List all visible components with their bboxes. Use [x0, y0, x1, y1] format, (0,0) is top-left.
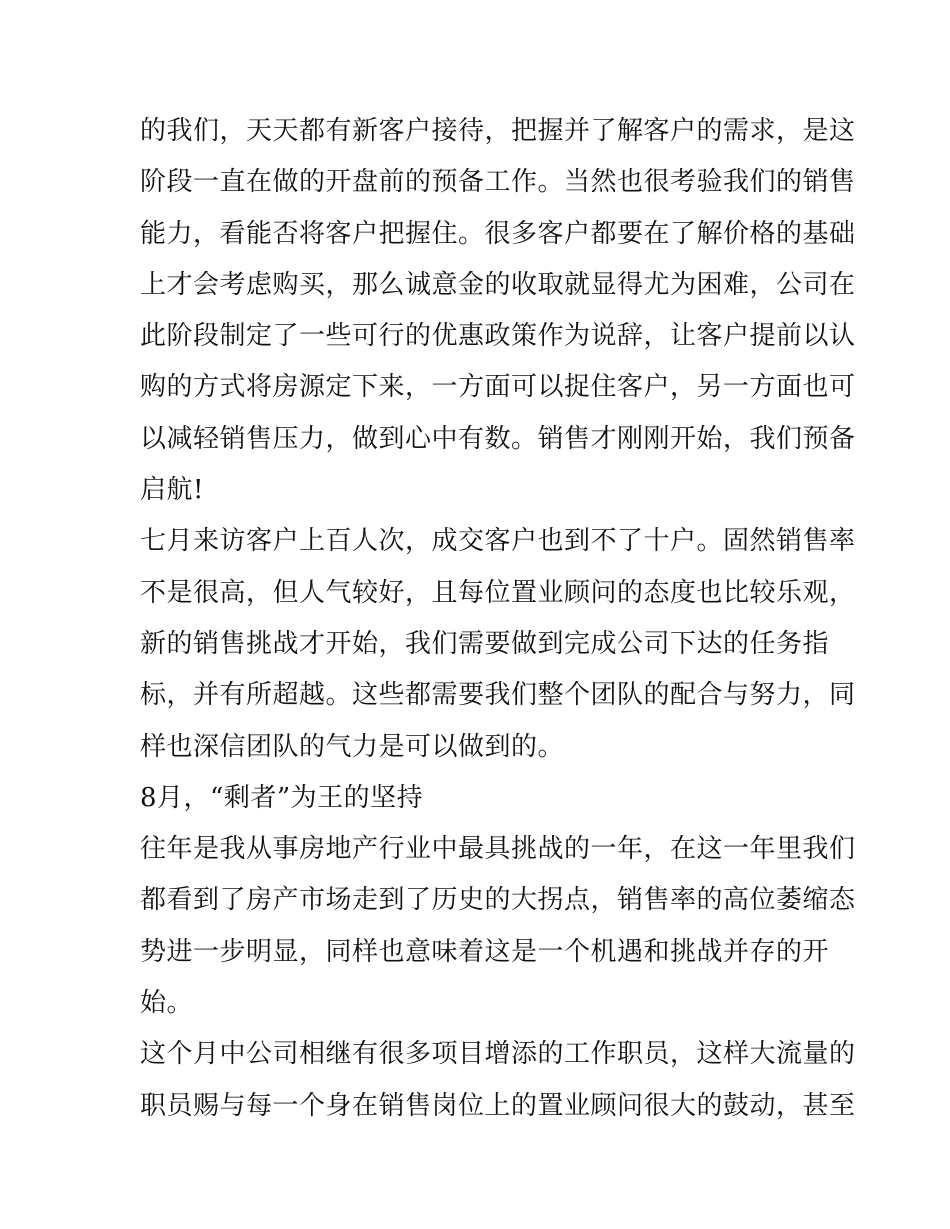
text-line: 此阶段制定了一些可行的优惠政策作为说辞，让客户提前以认 — [140, 321, 856, 352]
text-line: 往年是我从事房地产行业中最具挑战的一年，在这一年里我们 — [140, 834, 856, 865]
text-line: 都看到了房产市场走到了历史的大拐点，销售率的高位萎缩态 — [140, 885, 856, 916]
text-line: 始。 — [140, 988, 194, 1019]
text-line: 以减轻销售压力，做到心中有数。销售才刚刚开始，我们预备 — [140, 423, 856, 454]
text-line: 启航! — [140, 475, 204, 506]
text-line: 购的方式将房源定下来，一方面可以捉住客户，另一方面也可 — [140, 372, 856, 403]
document-body — [140, 106, 856, 1132]
text-line: 这个月中公司相继有很多项目增添的工作职员，这样大流量的 — [140, 1039, 856, 1070]
text-line: 七月来访客户上百人次，成交客户也到不了十户。固然销售率 — [140, 526, 856, 557]
text-line: 不是很高，但人气较好，且每位置业顾问的态度也比较乐观， — [140, 577, 856, 608]
text-line: 阶段一直在做的开盘前的预备工作。当然也很考验我们的销售 — [140, 167, 856, 198]
text-line: 的我们，天天都有新客户接待，把握并了解客户的需求，是这 — [140, 116, 856, 146]
section-heading: 8月，“剩者”为王的坚持 — [140, 782, 424, 813]
text-line: 势进一步明显，同样也意味着这是一个机遇和挑战并存的开 — [140, 936, 830, 967]
text-line: 标，并有所超越。这些都需要我们整个团队的配合与努力，同 — [140, 680, 856, 711]
text-line: 样也深信团队的气力是可以做到的。 — [140, 731, 565, 762]
text-line: 能力，看能否将客户把握住。很多客户都要在了解价格的基础 — [140, 218, 856, 249]
text-line: 上才会考虑购买，那么诚意金的收取就显得尤为困难，公司在 — [140, 269, 856, 300]
text-line: 职员赐与每一个身在销售岗位上的置业顾问很大的鼓动，甚至 — [140, 1090, 856, 1121]
text-line: 新的销售挑战才开始，我们需要做到完成公司下达的任务指 — [140, 628, 830, 659]
